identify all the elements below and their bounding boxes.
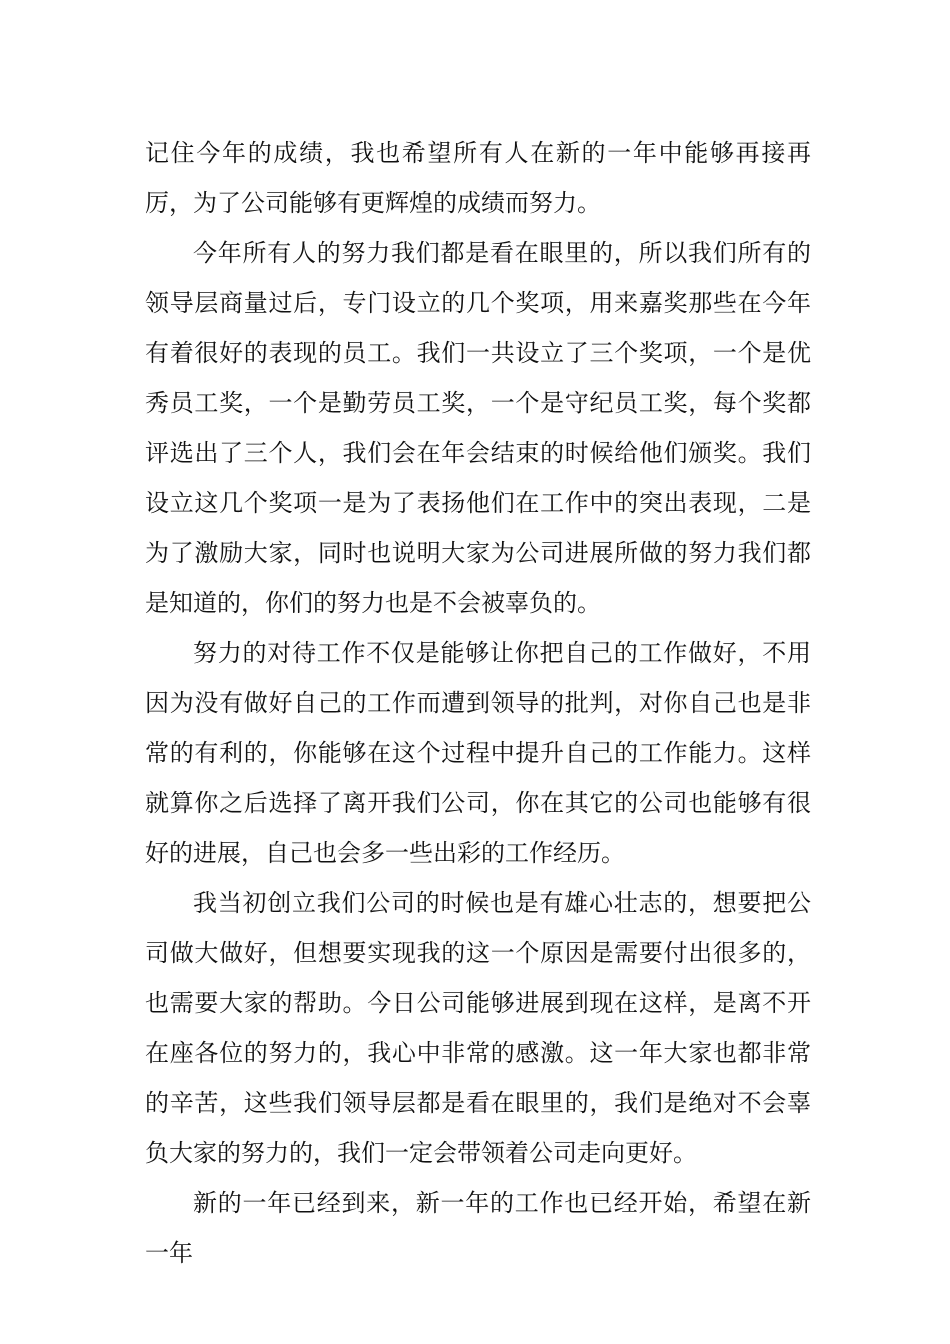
paragraph-awards: 今年所有人的努力我们都是看在眼里的，所以我们所有的领导层商量过后，专门设立的几个奖项，用来嘉奖那些在今年有着很好的表现的员工。我们一共设立了三个奖项，一个是优秀员工奖，一个是勤劳员工奖，一个是守纪员工奖，每个奖都评选出了三个人，我们会在年会结束的时候给他们颁奖。我们设立这几个奖项一是为了表扬他们在工作中的突出表现，二是为了激励大家，同时也说明大家为公司进展所做的努力我们都是知道的，你们的努力也是不会被辜负的。	[145, 239, 811, 617]
paragraph-continued: 记住今年的成绩，我也希望所有人在新的一年中能够再接再厉，为了公司能够有更辉煌的成绩而努力。	[145, 139, 811, 217]
document-body	[145, 128, 811, 1278]
paragraph-work-attitude: 努力的对待工作不仅是能够让你把自己的工作做好，不用因为没有做好自己的工作而遭到领导的批判，对你自己也是非常的有利的，你能够在这个过程中提升自己的工作能力。这样就算你之后选择了离开我们公司，你在其它的公司也能够有很好的进展，自己也会多一些出彩的工作经历。	[145, 639, 811, 867]
paragraph-new-year: 新的一年已经到来，新一年的工作也已经开始，希望在新一年	[145, 1189, 811, 1267]
paragraph-founding: 我当初创立我们公司的时候也是有雄心壮志的，想要把公司做大做好，但想要实现我的这一个原因是需要付出很多的，也需要大家的帮助。今日公司能够进展到现在这样，是离不开在座各位的努力的，我心中非常的感激。这一年大家也都非常的辛苦，这些我们领导层都是看在眼里的，我们是绝对不会辜负大家的努力的，我们一定会带领着公司走向更好。	[145, 889, 811, 1167]
